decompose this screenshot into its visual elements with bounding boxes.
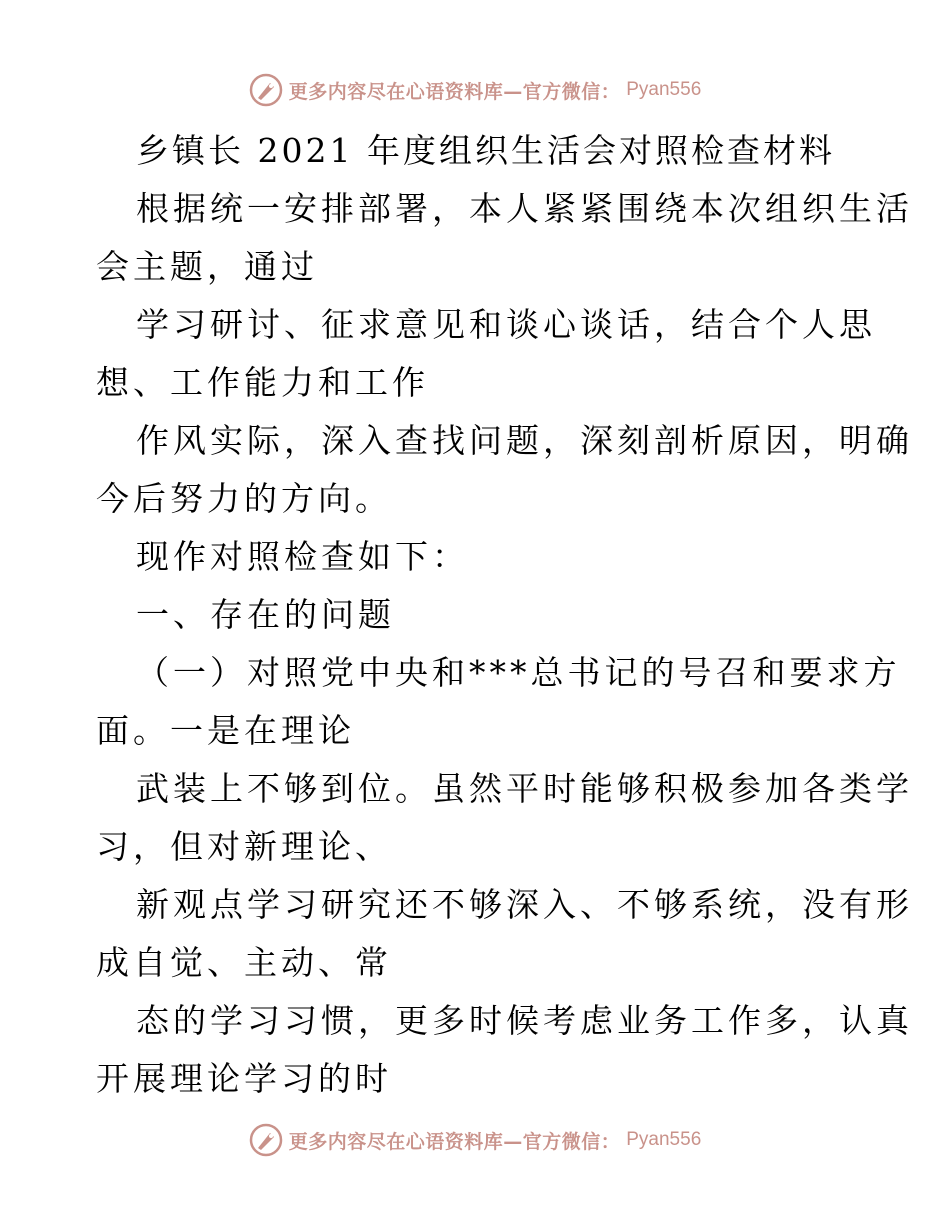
paragraph-8: 新观点学习研究还不够深入、不够系统，没有形 成自觉、主动、常 xyxy=(96,885,913,982)
document-body xyxy=(96,122,913,1108)
paragraph-1: 根据统一安排部署，本人紧紧围绕本次组织生活 会主题，通过 xyxy=(96,189,913,286)
watermark-text: 更多内容尽在心语资料库—官方微信： xyxy=(288,1130,621,1153)
paragraph-2: 学习研讨、征求意见和谈心谈话，结合个人思 想、工作能力和工作 xyxy=(96,305,876,402)
footer-watermark xyxy=(0,1120,950,1160)
watermark-wechat-id: Pyan556 xyxy=(626,1129,702,1150)
pen-nib-logo-icon xyxy=(249,73,283,107)
header-watermark xyxy=(0,70,950,110)
paragraph-9: 态的学习习惯，更多时候考虑业务工作多，认真 开展理论学习的时 xyxy=(96,1001,913,1098)
paragraph-6: （一）对照党中央和***总书记的号召和要求方 面。一是在理论 xyxy=(96,653,901,750)
paragraph-7: 武装上不够到位。虽然平时能够积极参加各类学 习，但对新理论、 xyxy=(96,769,913,866)
document-title: 乡镇长 2021 年度组织生活会对照检查材料 xyxy=(136,131,835,170)
pen-nib-logo-icon xyxy=(249,1123,283,1157)
section-heading: 一、存在的问题 xyxy=(136,595,395,634)
watermark-text: 更多内容尽在心语资料库—官方微信： xyxy=(288,80,621,103)
paragraph-3: 作风实际，深入查找问题，深刻剖析原因，明确 今后努力的方向。 xyxy=(96,421,913,518)
paragraph-4: 现作对照检查如下： xyxy=(136,537,469,576)
watermark-wechat-id: Pyan556 xyxy=(626,79,702,100)
